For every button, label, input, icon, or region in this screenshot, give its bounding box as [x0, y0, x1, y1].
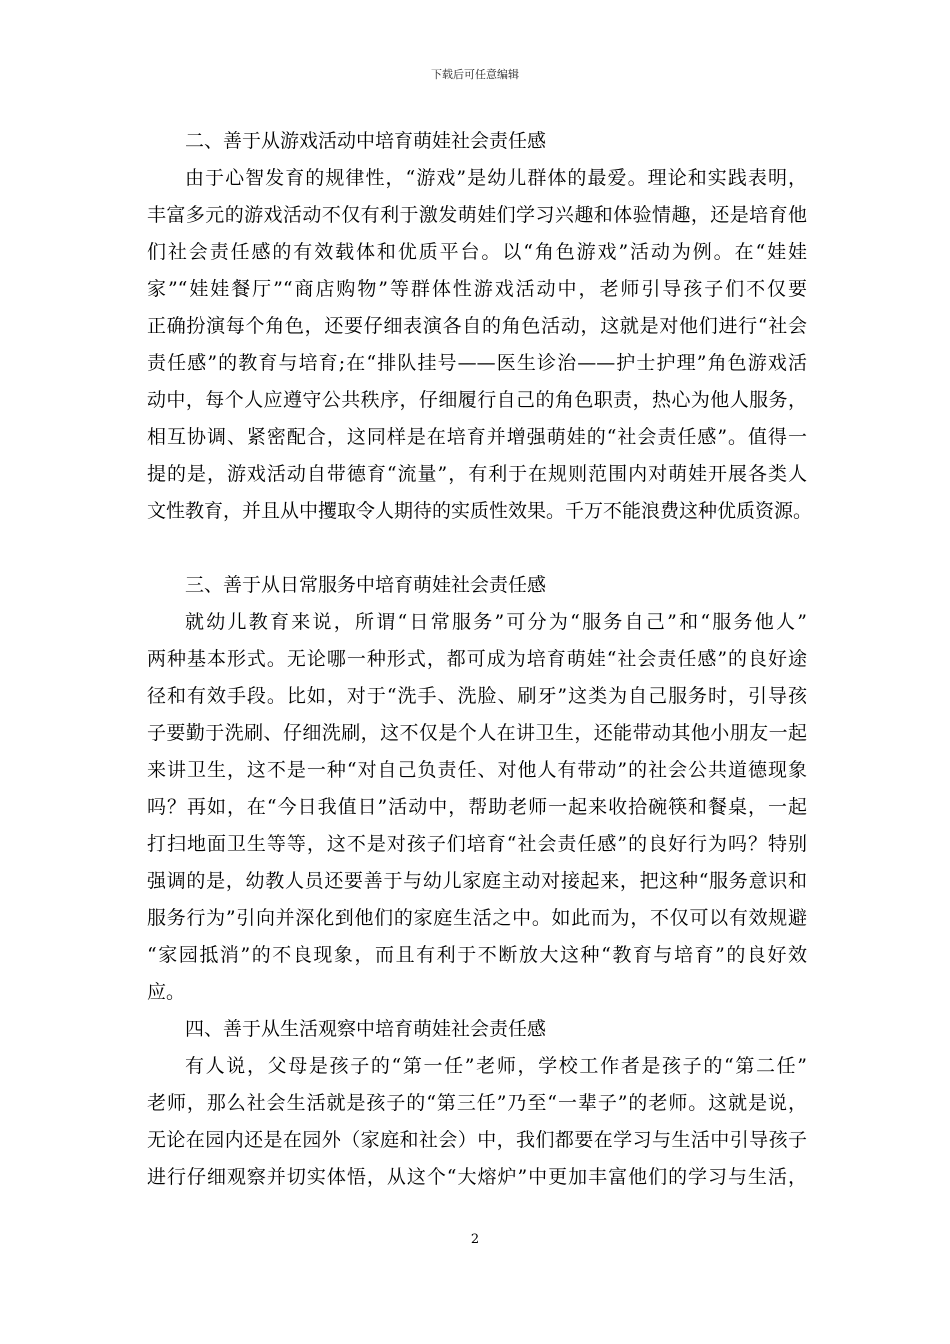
section-heading: 三、善于从日常服务中培育萌娃社会责任感 — [185, 574, 547, 596]
body-line: 强调的是，幼教人员还要善于与幼儿家庭主动对接起来，把这种“服务意识和 — [147, 870, 807, 892]
page-header: 下载后可任意编辑 — [431, 68, 519, 81]
body-line: “家园抵消”的不良现象，而且有利于不断放大这种“教育与培育”的良好效 — [147, 944, 807, 966]
body-line: 由于心智发育的规律性，“游戏”是幼儿群体的最爱。理论和实践表明， — [185, 167, 807, 189]
body-line: 打扫地面卫生等等，这不是对孩子们培育“社会责任感”的良好行为吗？特别 — [147, 833, 807, 855]
body-line: 提的是，游戏活动自带德育“流量”，有利于在规则范围内对萌娃开展各类人 — [147, 463, 807, 485]
body-line: 文性教育，并且从中攫取令人期待的实质性效果。千万不能浪费这种优质资源。 — [147, 500, 813, 522]
body-line: 服务行为”引向并深化到他们的家庭生活之中。如此而为，不仅可以有效规避 — [147, 907, 807, 929]
body-line: 们社会责任感的有效载体和优质平台。以“角色游戏”活动为例。在“娃娃 — [147, 241, 807, 263]
body-line: 来讲卫生，这不是一种“对自己负责任、对他人有带动”的社会公共道德现象 — [147, 759, 807, 781]
body-line: 老师，那么社会生活就是孩子的“第三任”乃至“一辈子”的老师。这就是说， — [147, 1092, 807, 1114]
body-line: 无论在园内还是在园外（家庭和社会）中，我们都要在学习与生活中引导孩子 — [147, 1129, 807, 1151]
body-line: 吗？再如，在“今日我值日”活动中，帮助老师一起来收拾碗筷和餐桌，一起 — [147, 796, 807, 818]
body-line: 家”“娃娃餐厅”“商店购物”等群体性游戏活动中，老师引导孩子们不仅要 — [147, 278, 807, 300]
body-line: 动中，每个人应遵守公共秩序，仔细履行自己的角色职责，热心为他人服务， — [147, 389, 807, 411]
section-heading: 四、善于从生活观察中培育萌娃社会责任感 — [185, 1018, 547, 1040]
body-line: 责任感”的教育与培育;在“排队挂号——医生诊治——护士护理”角色游戏活 — [147, 352, 807, 374]
body-line: 两种基本形式。无论哪一种形式，都可成为培育萌娃“社会责任感”的良好途 — [147, 648, 807, 670]
body-line: 丰富多元的游戏活动不仅有利于激发萌娃们学习兴趣和体验情趣，还是培育他 — [147, 204, 807, 226]
section-heading: 二、善于从游戏活动中培育萌娃社会责任感 — [185, 130, 547, 152]
body-line: 相互协调、紧密配合，这同样是在培育并增强萌娃的“社会责任感”。值得一 — [147, 426, 807, 448]
body-line: 子要勤于洗刷、仔细洗刷，这不仅是个人在讲卫生，还能带动其他小朋友一起 — [147, 722, 807, 744]
body-line: 应。 — [147, 981, 186, 1003]
body-line: 有人说，父母是孩子的“第一任”老师，学校工作者是孩子的“第二任” — [185, 1055, 807, 1077]
body-line: 就幼儿教育来说，所谓“日常服务”可分为“服务自己”和“服务他人” — [185, 611, 807, 633]
body-line: 正确扮演每个角色，还要仔细表演各自的角色活动，这就是对他们进行“社会 — [147, 315, 807, 337]
body-line: 径和有效手段。比如，对于“洗手、洗脸、刷牙”这类为自己服务时，引导孩 — [147, 685, 807, 707]
body-line: 进行仔细观察并切实体悟，从这个“大熔炉”中更加丰富他们的学习与生活， — [147, 1166, 807, 1188]
page-number: 2 — [470, 1232, 480, 1247]
